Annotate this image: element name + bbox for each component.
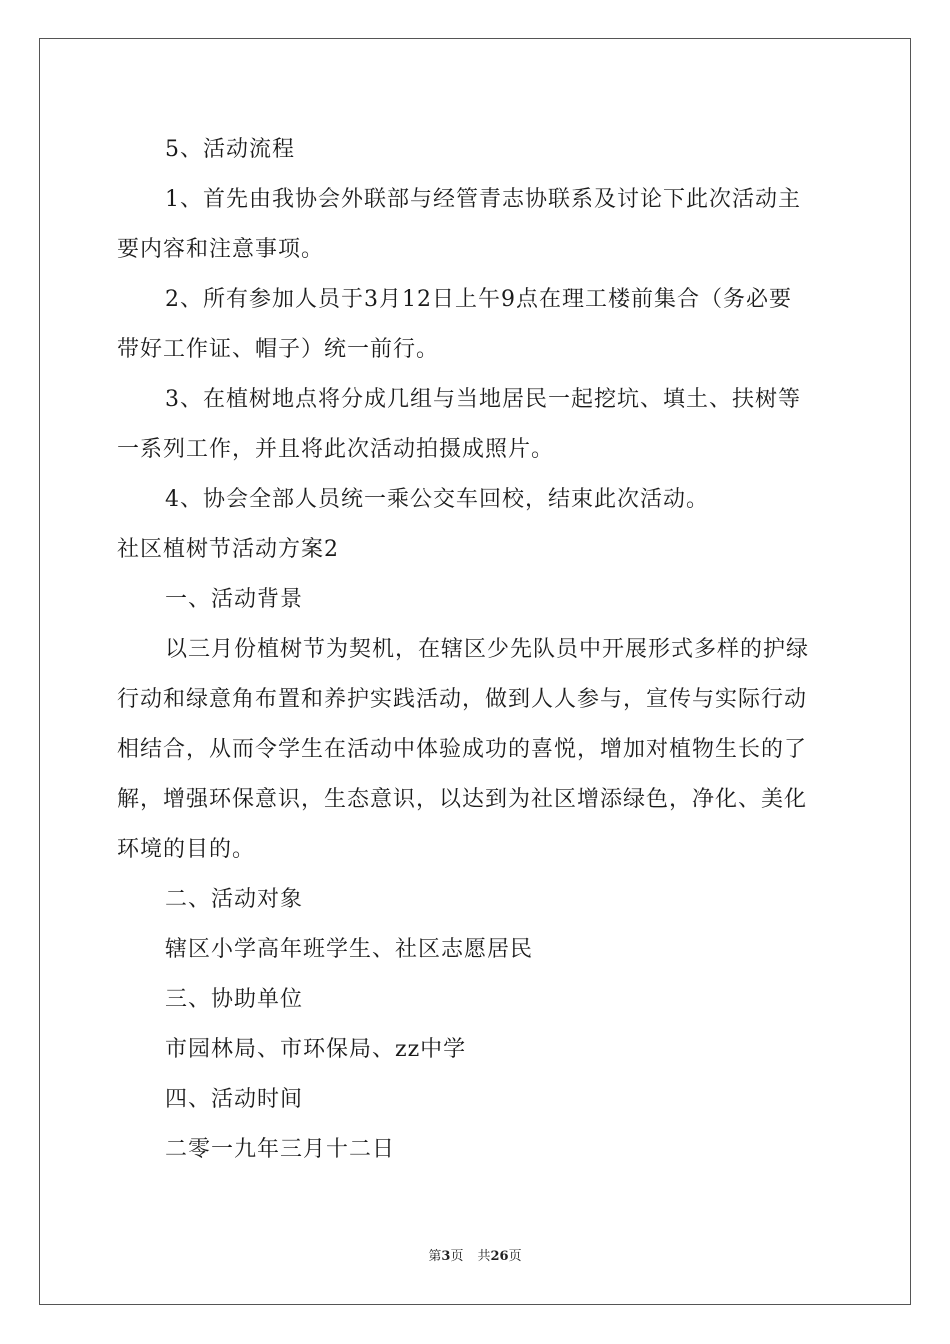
- footer-total-suffix: 页: [508, 1249, 522, 1264]
- text-line: 1、首先由我协会外联部与经管青志协联系及讨论下此次活动主: [165, 187, 801, 212]
- text-line: 一、活动背景: [165, 587, 304, 612]
- text-line: 解，增强环保意识，生态意识，以达到为社区增添绿色，净化、美化: [117, 787, 808, 812]
- text-line: 一系列工作，并且将此次活动拍摄成照片。: [117, 437, 555, 462]
- footer-total-prefix: 共: [477, 1249, 491, 1264]
- text-line: 社区植树节活动方案2: [117, 537, 339, 562]
- footer-page-number: 3: [441, 1249, 451, 1264]
- text-line: 环境的目的。: [117, 837, 256, 862]
- text-line: 辖区小学高年班学生、社区志愿居民: [165, 937, 534, 962]
- text-line: 市园林局、市环保局、zz中学: [165, 1037, 467, 1062]
- footer-total-pages: 26: [490, 1249, 509, 1264]
- text-line: 3、在植树地点将分成几组与当地居民一起挖坑、填土、扶树等: [165, 387, 801, 412]
- page-footer: [0, 1245, 950, 1264]
- text-line: 四、活动时间: [165, 1087, 304, 1112]
- text-line: 以三月份植树节为契机，在辖区少先队员中开展形式多样的护绿: [165, 637, 810, 662]
- text-line: 要内容和注意事项。: [117, 237, 325, 262]
- document-body: [117, 125, 837, 1175]
- text-line: 三、协助单位: [165, 987, 304, 1012]
- footer-page-prefix: 第: [428, 1249, 442, 1264]
- text-line: 二零一九年三月十二日: [165, 1137, 396, 1162]
- text-line: 相结合，从而令学生在活动中体验成功的喜悦，增加对植物生长的了: [117, 737, 808, 762]
- text-line: 行动和绿意角布置和养护实践活动，做到人人参与，宣传与实际行动: [117, 687, 808, 712]
- text-line: 二、活动对象: [165, 887, 304, 912]
- text-line: 5、活动流程: [165, 137, 295, 162]
- text-line: 带好工作证、帽子）统一前行。: [117, 337, 440, 362]
- text-line: 4、协会全部人员统一乘公交车回校，结束此次活动。: [165, 487, 709, 512]
- footer-page-suffix: 页: [450, 1249, 464, 1264]
- text-line: 2、所有参加人员于3月12日上午9点在理工楼前集合（务必要: [165, 287, 792, 312]
